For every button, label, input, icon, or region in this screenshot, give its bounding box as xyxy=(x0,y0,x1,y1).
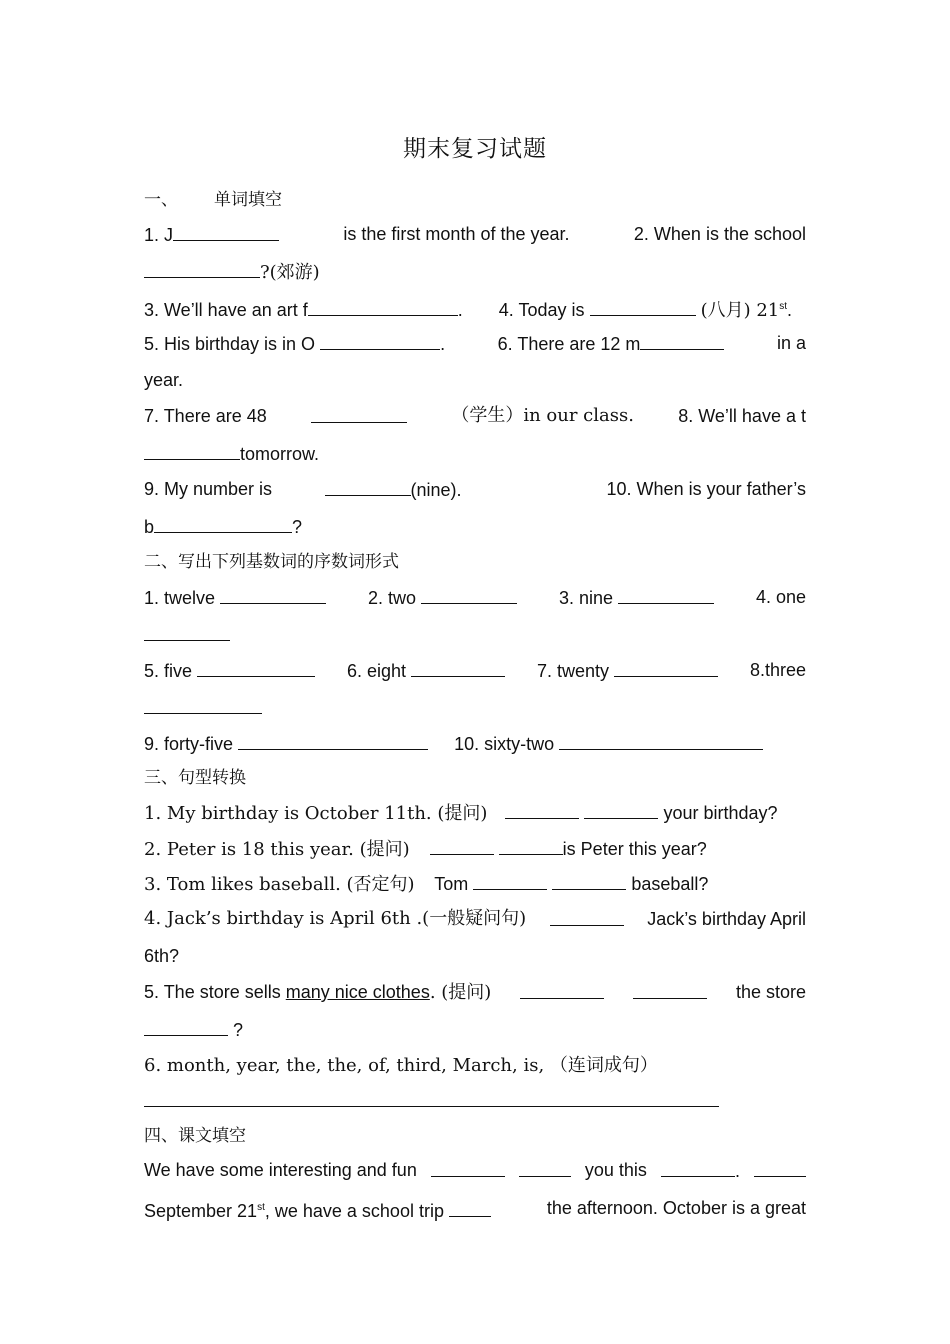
answer-blank[interactable] xyxy=(473,871,547,890)
answer-blank[interactable] xyxy=(431,1158,505,1177)
section-1-heading xyxy=(144,188,806,212)
question-line: 3. Tom likes baseball. (否定句) Tom baseball? xyxy=(144,871,806,897)
answer-blank[interactable] xyxy=(144,695,262,714)
answer-blank[interactable] xyxy=(144,441,240,460)
answer-blank[interactable] xyxy=(220,585,326,604)
question-line: 5. The store sells many nice clothes. (提问) the store xyxy=(144,982,806,1003)
question-line xyxy=(144,1088,806,1113)
answer-blank[interactable] xyxy=(320,331,440,350)
answer-blank[interactable] xyxy=(640,331,724,350)
answer-blank[interactable] xyxy=(411,658,505,677)
question-text: 2. When is the school xyxy=(633,224,806,244)
question-line: b ? xyxy=(144,514,806,539)
question-line: 6. month, year, the, the, of, third, March, is, （连词成句） xyxy=(144,1055,658,1076)
question-text: ?(郊游) xyxy=(260,262,320,283)
question-line: 1. twelve 2. two 3. nine 4. one xyxy=(144,587,806,608)
question-line: 7. There are 48 （学生）in our class. 8. We’ll have a t xyxy=(144,405,806,426)
answer-blank[interactable] xyxy=(661,1158,735,1177)
question-line: tomorrow. xyxy=(144,441,806,466)
passage-line: We have some interesting and fun you this . xyxy=(144,1158,806,1183)
answer-blank[interactable] xyxy=(238,731,428,750)
question-line: 4. Jack’s birthday is April 6th .(一般疑问句) Jack’s birthday April xyxy=(144,908,806,929)
answer-blank[interactable] xyxy=(618,585,714,604)
answer-blank[interactable] xyxy=(421,585,517,604)
question-line: ? xyxy=(144,1017,806,1042)
question-text: is the first month of the year. xyxy=(343,224,570,244)
question-line: 9. forty-five 10. sixty-two xyxy=(144,731,806,756)
answer-blank[interactable] xyxy=(550,907,624,926)
answer-blank[interactable] xyxy=(505,800,579,819)
answer-blank[interactable] xyxy=(325,477,411,496)
question-line xyxy=(144,259,806,285)
question-text: 1. J xyxy=(144,222,279,247)
question-line: 6th? xyxy=(144,946,180,966)
question-line xyxy=(144,222,806,247)
question-line: 9. My number is (nine). 10. When is your father’s xyxy=(144,479,806,500)
answer-blank[interactable] xyxy=(430,836,494,855)
section-2-heading: 二、写出下列基数词的序数词形式 xyxy=(144,552,399,572)
answer-blank[interactable] xyxy=(144,622,230,641)
answer-blank[interactable] xyxy=(154,514,292,533)
answer-blank[interactable] xyxy=(499,836,563,855)
answer-blank[interactable] xyxy=(197,658,315,677)
answer-blank[interactable] xyxy=(308,297,458,316)
answer-blank[interactable] xyxy=(559,731,763,750)
answer-blank[interactable] xyxy=(311,404,407,423)
question-line: 2. Peter is 18 this year. (提问) is Peter this year? xyxy=(144,836,806,862)
answer-blank[interactable] xyxy=(584,800,658,819)
question-line: year. xyxy=(144,370,184,390)
answer-blank[interactable] xyxy=(614,658,718,677)
question-line xyxy=(144,695,806,720)
answer-blank[interactable] xyxy=(449,1198,491,1217)
passage-line: September 21st, we have a school trip the afternoon. October is a great xyxy=(144,1198,806,1221)
question-line: 5. five 6. eight 7. twenty 8.three xyxy=(144,660,806,681)
section-title: 单词填空 xyxy=(214,190,282,210)
answer-blank[interactable] xyxy=(633,980,707,999)
section-4-heading: 四、课文填空 xyxy=(144,1126,246,1146)
section-3-heading: 三、句型转换 xyxy=(144,768,246,788)
question-line: 5. His birthday is in O . 6. There are 12 m in a xyxy=(144,333,806,354)
answer-blank[interactable] xyxy=(519,1158,571,1177)
question-line xyxy=(144,622,806,647)
answer-blank[interactable] xyxy=(520,980,604,999)
question-line: 3. We’ll have an art f . 4. Today is (八月) 21st. xyxy=(144,295,806,323)
answer-blank[interactable] xyxy=(144,259,260,278)
answer-blank[interactable] xyxy=(173,222,279,241)
answer-blank[interactable] xyxy=(590,297,696,316)
section-number: 一、 xyxy=(144,190,178,210)
page-title: 期末复习试题 xyxy=(403,136,547,162)
answer-blank[interactable] xyxy=(144,1017,228,1036)
answer-blank[interactable] xyxy=(144,1088,719,1107)
answer-blank[interactable] xyxy=(552,871,626,890)
answer-blank[interactable] xyxy=(754,1158,806,1177)
question-line: 1. My birthday is October 11th. (提问) your birthday? xyxy=(144,800,806,826)
